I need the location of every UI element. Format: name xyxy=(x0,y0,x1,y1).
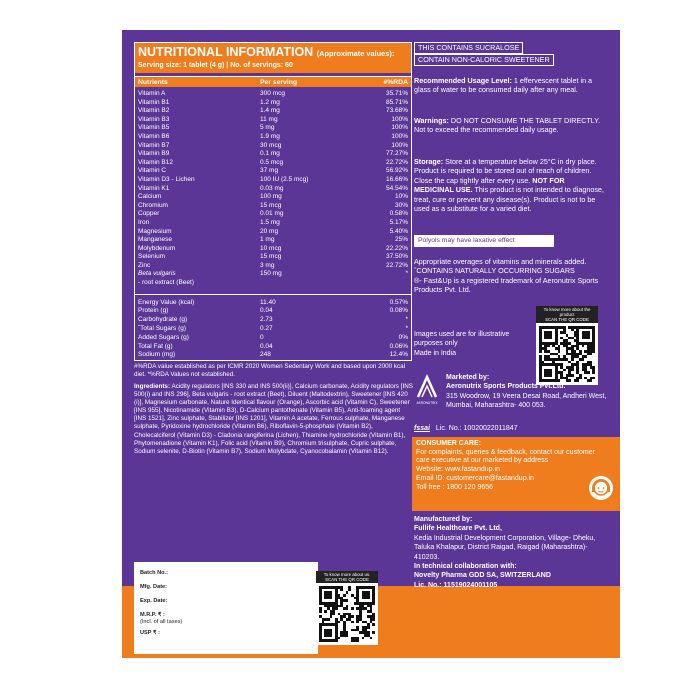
care-heading: CONSUMER CARE: xyxy=(416,440,481,447)
nutrient-amount: 15 mcg xyxy=(260,201,282,209)
table-row xyxy=(135,202,411,211)
nutrient-rda: 0.57% xyxy=(389,298,408,306)
manufactured-company: Fullife Healthcare Pvt. Ltd, xyxy=(414,525,502,533)
exp-date-label: Exp. Date: xyxy=(140,598,168,604)
overages-block xyxy=(414,257,606,295)
images-note-block xyxy=(414,330,524,358)
nutrient-name: Vitamin A xyxy=(138,90,166,97)
nutrient-amount: 300 mcg xyxy=(260,90,285,97)
nutrient-rda: 100% xyxy=(391,132,408,140)
qr-caption-line: To know more about the product xyxy=(543,307,591,317)
nutrient-name: Vitamin B12 xyxy=(138,158,173,166)
nutrition-title-suffix: (Approximate values): xyxy=(316,49,395,58)
nutrient-rda: 22.72% xyxy=(385,158,408,166)
table-row xyxy=(135,107,411,116)
nutrient-name: Protein (g) xyxy=(138,307,169,315)
nutrient-amount: 1.9 mg xyxy=(260,132,280,140)
nutrient-amount: 15 mcg xyxy=(260,253,282,261)
nutrient-name: Calcium xyxy=(138,193,162,201)
nutrient-rda: 77.27% xyxy=(385,150,408,158)
nutrient-name: Sodium (mg) xyxy=(138,351,176,359)
nutrient-amount: 100 IU (2.5 mcg) xyxy=(260,175,309,183)
table-row xyxy=(135,185,411,194)
serving-info: Serving size: 1 tablet (4 g) | No. of servings: 60 xyxy=(138,62,293,69)
nutrient-rda: 5.40% xyxy=(389,227,408,235)
table-row xyxy=(135,334,411,343)
collab-label: In technical collaboration with: xyxy=(414,563,517,571)
table-row xyxy=(135,325,411,334)
nutrient-name: Vitamin B9 xyxy=(138,150,170,158)
table-row xyxy=(135,124,411,133)
fssai-license: Lic. No.: 10020022011847 xyxy=(435,425,518,432)
nutrient-rda: 30% xyxy=(394,201,408,209)
nutrient-name: Molybdenum xyxy=(138,244,176,252)
nutrient-rda: * xyxy=(405,316,408,324)
batch-no-label: Batch No.: xyxy=(140,570,168,576)
warnings-block xyxy=(414,116,606,135)
care-tollfree[interactable]: Toll free : 1800 120 9656 xyxy=(416,483,494,491)
overages-text: Appropriate overages of vitamins and minerals added. xyxy=(414,257,587,266)
nutrient-rda: 73.68% xyxy=(385,107,408,115)
col-header-per-serving: Per serving xyxy=(260,79,298,86)
nutrient-name: Zinc xyxy=(138,261,151,269)
nutrient-rda: 100% xyxy=(391,115,408,123)
vitamin-rows xyxy=(135,87,411,288)
nutrient-rda: 35.71% xyxy=(385,90,408,97)
nutrient-rda: * xyxy=(405,325,408,333)
table-row xyxy=(135,253,411,262)
storage-block xyxy=(414,157,606,213)
table-row xyxy=(135,219,411,228)
warnings-text: DO NOT CONSUME THE TABLET DIRECTLY. Not to exceed the recommended daily usage. xyxy=(414,116,601,135)
nutrient-amount: 1.2 mg xyxy=(260,98,280,106)
nutrient-rda: 56.92% xyxy=(385,167,408,175)
sucralose-label: THIS CONTAINS SUCRALOSE xyxy=(414,42,523,54)
table-row xyxy=(135,90,411,99)
nutrient-name: Magnesium xyxy=(138,227,172,235)
table-row xyxy=(135,210,411,219)
nutrition-column-headers xyxy=(135,76,411,87)
nutrient-amount: 3 mg xyxy=(260,261,275,269)
nutrient-amount: 0.03 mg xyxy=(260,184,284,192)
qr-caption-line: SCAN THE QR CODE xyxy=(545,317,589,322)
care-text: For complaints, queries & feedback, contact our customer care executive at our marketed by address xyxy=(416,448,595,465)
nutrient-amount: 2.73 xyxy=(260,316,273,324)
nutrition-header xyxy=(135,43,411,73)
nutrition-divider xyxy=(135,294,411,295)
nutrient-name: Copper xyxy=(138,210,160,218)
nutrient-amount: 5 mg xyxy=(260,124,275,132)
nutrient-amount: 10 mcg xyxy=(260,244,282,252)
nutrient-amount: 20 mg xyxy=(260,227,279,235)
manufactured-by-block xyxy=(414,515,614,590)
nutrient-rda: 37.50% xyxy=(385,253,408,261)
usage-text: 1 effervescent tablet in a glass of water to be consumed daily after any meal. xyxy=(414,76,593,95)
energy-rows xyxy=(135,299,411,361)
nutrient-amount: 11.40 xyxy=(260,298,276,306)
nutrient-name: Energy Value (kcal) xyxy=(138,298,195,306)
sugars-note: ˆCONTAINS NATURALLY OCCURRING SUGARS xyxy=(414,266,575,276)
nutrient-rda: 22.22% xyxy=(385,244,408,252)
nutrient-amount: 0 xyxy=(260,333,264,341)
nutrient-amount: 248 xyxy=(260,351,271,359)
nutrient-amount: 0.1 mg xyxy=(260,150,280,158)
aeronutrix-logo-text: AERONUTRIX xyxy=(416,401,438,405)
incl-taxes-note: (Incl. of all taxes) xyxy=(140,619,183,625)
table-row xyxy=(135,99,411,108)
nutrient-amount: 37 mg xyxy=(260,167,279,175)
table-row xyxy=(135,245,411,254)
ingredients-label: Ingredients: xyxy=(134,383,171,390)
nutrient-rda: 100% xyxy=(391,124,408,132)
nutrient-name: Vitamin B7 xyxy=(138,141,170,149)
nutrient-rda: 25% xyxy=(394,236,408,244)
nutrient-rda xyxy=(352,279,408,288)
manufactured-label: Manufactured by: xyxy=(414,516,473,523)
nutrient-amount: 0.04 xyxy=(260,307,273,315)
usage-label: Recommended Usage Level: xyxy=(414,76,512,85)
table-row xyxy=(135,116,411,125)
table-row xyxy=(135,307,411,316)
marketed-address: 315 Woodrow, 19 Veera Desai Road, Andheri West, Mumbai, Maharashtra- 400 053. xyxy=(446,392,607,410)
company-qr-caption xyxy=(316,571,378,583)
nutrient-name: Added Sugars (g) xyxy=(138,333,189,341)
marketed-by-block xyxy=(446,373,614,411)
nutrient-name: - root extract (Beet) xyxy=(138,279,194,287)
nutrition-table xyxy=(134,42,412,361)
nutrient-amount: 0.04 xyxy=(260,342,273,350)
ingredients-text: Acidity regulators [INS 330 and INS 500(ii)], Calcium carbonate, Acidity regulators [INS 500(i) and INS 296], Beta vulgaris - root extract (Beet), Diluent (Maltodextrin), Sweetener [INS 420 (i)], Magnesium carbonate, Nature Identical flavour (Orange), Ascorbic acid (Vitamin C), Sweetener [INS 955], Nicotinamide (Vitamin B3), D-Calcium pantothenate (Vitamin B5), Anti-foaming agent [INS 1521], Zinc sulphate, Stabilizer [INS 1201], Vitamin A acetate, Ferrous sulphate, Manganese sulphate, Pyridoxine hydrochloride (Vitamin B6), Riboflavin-5-phosphate (Vitamin B2), Cholecalciferol (Vitamin D3) - Cladonia rangiferina (Lichen), Thiamine hydrochloride (Vitamin B1), Phytomenadione (Vitamin K1), Folic acid (Vitamin B9), Chromium trisulphate, Cupric sulphate, Sodium selenite, D-Biotin (Vitamin B7), Sodium Molybdate, Cyanocobalamin (Vitamin B12). xyxy=(134,383,413,455)
nutrient-name: Vitamin C xyxy=(138,167,167,175)
nutrient-amount: 0.01 mg xyxy=(260,210,284,218)
nutrient-name: Iron xyxy=(138,218,150,226)
nutrient-name: Carbohydrate (g) xyxy=(138,316,188,324)
qr-code-icon xyxy=(316,583,378,645)
nutrient-amount: 1 mg xyxy=(260,236,275,244)
nutrient-amount: 150 mg xyxy=(260,270,282,278)
mrp-label: M.R.P. ₹ : xyxy=(140,612,165,618)
nutrient-amount: 30 mcg xyxy=(260,141,282,149)
table-row xyxy=(135,133,411,142)
care-email[interactable]: Email ID: customercare@fastandup.in xyxy=(416,474,534,482)
usage-block xyxy=(414,76,606,95)
company-qr-code[interactable] xyxy=(316,571,378,645)
table-row xyxy=(135,193,411,202)
marketed-company: Aeronutrix Sports Products Pvt.Ltd. xyxy=(446,383,566,391)
table-row xyxy=(135,351,411,360)
table-row xyxy=(135,279,411,288)
aeronutrix-logo-icon xyxy=(414,373,440,407)
nutrient-rda: * xyxy=(405,270,408,278)
nutrient-rda: 10% xyxy=(394,193,408,201)
table-row xyxy=(135,150,411,159)
table-row xyxy=(135,167,411,176)
ingredients-block xyxy=(134,383,414,456)
nutrition-title-text: NUTRITIONAL INFORMATION xyxy=(138,45,314,59)
nutrient-name: Vitamin B1 xyxy=(138,98,170,106)
nutrient-amount: 0.27 xyxy=(260,325,273,333)
table-row xyxy=(135,270,411,279)
nutrient-amount: 1.5 mg xyxy=(260,218,280,226)
table-row xyxy=(135,159,411,168)
storage-text: Store at a temperature below 25°C in dry place. Product is required to be stored out of reach of children. Close the cap tightly after every use. xyxy=(414,157,597,185)
table-row xyxy=(135,262,411,271)
care-website[interactable]: Website: www.fastandup.in xyxy=(416,466,500,474)
nutrient-rda: 5.17% xyxy=(389,218,408,226)
nutrient-name: Vitamin D3 - Lichen xyxy=(138,175,195,183)
table-row xyxy=(135,142,411,151)
manufactured-address: Kedia Industrial Development Corporation, Village- Dheku, Taluka Khalapur, District Raigad, Raigad (Maharashtra)- 410203. xyxy=(414,534,596,561)
table-row xyxy=(135,228,411,237)
table-row xyxy=(135,316,411,325)
polyols-warning: Polyols may have laxative effect xyxy=(414,235,554,247)
nutrient-rda: 100% xyxy=(391,141,408,149)
medicinal-label: NOT FOR MEDICINAL USE. xyxy=(414,175,565,195)
table-row xyxy=(135,236,411,245)
table-row xyxy=(135,176,411,185)
mfg-date-label: Mfg. Date: xyxy=(140,584,168,590)
product-label-panel xyxy=(122,30,620,658)
nutrient-rda: 0.58% xyxy=(389,210,408,218)
customer-support-icon xyxy=(588,475,614,501)
nutrient-rda: 54.54% xyxy=(385,184,408,192)
trademark-note: ®- Fast&Up is a registered trademark of Aeronutrix Sports Products Pvt. Ltd. xyxy=(414,275,599,295)
medicinal-text: This product is not intended to diagnose, treat, cure or prevent any disease(s). Product is not to be used as a substitute for a varied diet. xyxy=(414,185,604,214)
table-row xyxy=(135,299,411,308)
nutrient-name: Selenium xyxy=(138,253,166,261)
nutrient-rda: 0% xyxy=(398,333,408,341)
product-qr-caption xyxy=(536,306,598,323)
nutrient-amount: 11 mg xyxy=(260,115,278,123)
warnings-label: Warnings: xyxy=(414,116,449,125)
manufactured-license: Lic. No.: 11519024001105 xyxy=(414,581,498,589)
nutrient-name: Vitamin B3 xyxy=(138,115,170,123)
nutrient-rda: 0.08% xyxy=(389,307,408,315)
batch-info-box xyxy=(134,562,318,654)
marketed-label: Marketed by: xyxy=(446,374,490,381)
nutrient-rda: 85.71% xyxy=(385,98,408,106)
nutrient-name: Vitamin B5 xyxy=(138,124,170,132)
fssai-block xyxy=(414,424,518,433)
nutrition-title xyxy=(138,45,408,61)
storage-label: Storage: xyxy=(414,157,444,166)
made-in-india: Made in India xyxy=(414,349,457,357)
nutrient-name: Vitamin B2 xyxy=(138,107,170,115)
nutrient-amount: 100 mg xyxy=(260,193,282,201)
nutrient-name: Total Fat (g) xyxy=(138,342,173,350)
nutrient-amount xyxy=(260,279,352,288)
table-row xyxy=(135,343,411,352)
fssai-logo: fssai xyxy=(414,425,430,432)
nutrient-rda: 12.4% xyxy=(389,351,408,359)
col-header-rda: #%RDA xyxy=(383,79,408,86)
nutrient-amount: 1.4 mg xyxy=(260,107,280,115)
nutrient-rda: 22.72% xyxy=(385,261,408,269)
usp-label: USP ₹ : xyxy=(140,630,160,636)
nutrient-name: Vitamin B6 xyxy=(138,132,170,140)
non-caloric-label: CONTAIN NON-CALORIC SWEETENER xyxy=(414,54,554,66)
nutrient-amount: 0.5 mcg xyxy=(260,158,284,166)
consumer-care-box xyxy=(412,437,620,511)
col-header-nutrients: Nutrients xyxy=(138,79,168,86)
nutrient-name: Vitamin K1 xyxy=(138,184,170,192)
images-note: Images used are for illustrative purposes only xyxy=(414,331,510,348)
nutrient-rda: 0.06% xyxy=(389,342,408,350)
collab-company: Novelty Pharma GDD SA, SWITZERLAND xyxy=(414,572,551,580)
nutrient-name: Beta vulgaris xyxy=(138,270,176,278)
nutrient-name: ˆTotal Sugars (g) xyxy=(138,325,187,333)
rda-footnote: #%RDA value established as per ICMR 2020 Women Sedentary Work and based upon 2000 kcal diet. *%RDA Values not established. xyxy=(134,363,406,378)
nutrient-rda: 16.66% xyxy=(385,175,408,183)
qr-caption-line: To know more about us. xyxy=(323,572,371,577)
nutrient-name: Chromium xyxy=(138,201,168,209)
nutrient-name: Manganese xyxy=(138,236,172,244)
qr-caption-line: SCAN THE QR CODE xyxy=(325,577,369,582)
